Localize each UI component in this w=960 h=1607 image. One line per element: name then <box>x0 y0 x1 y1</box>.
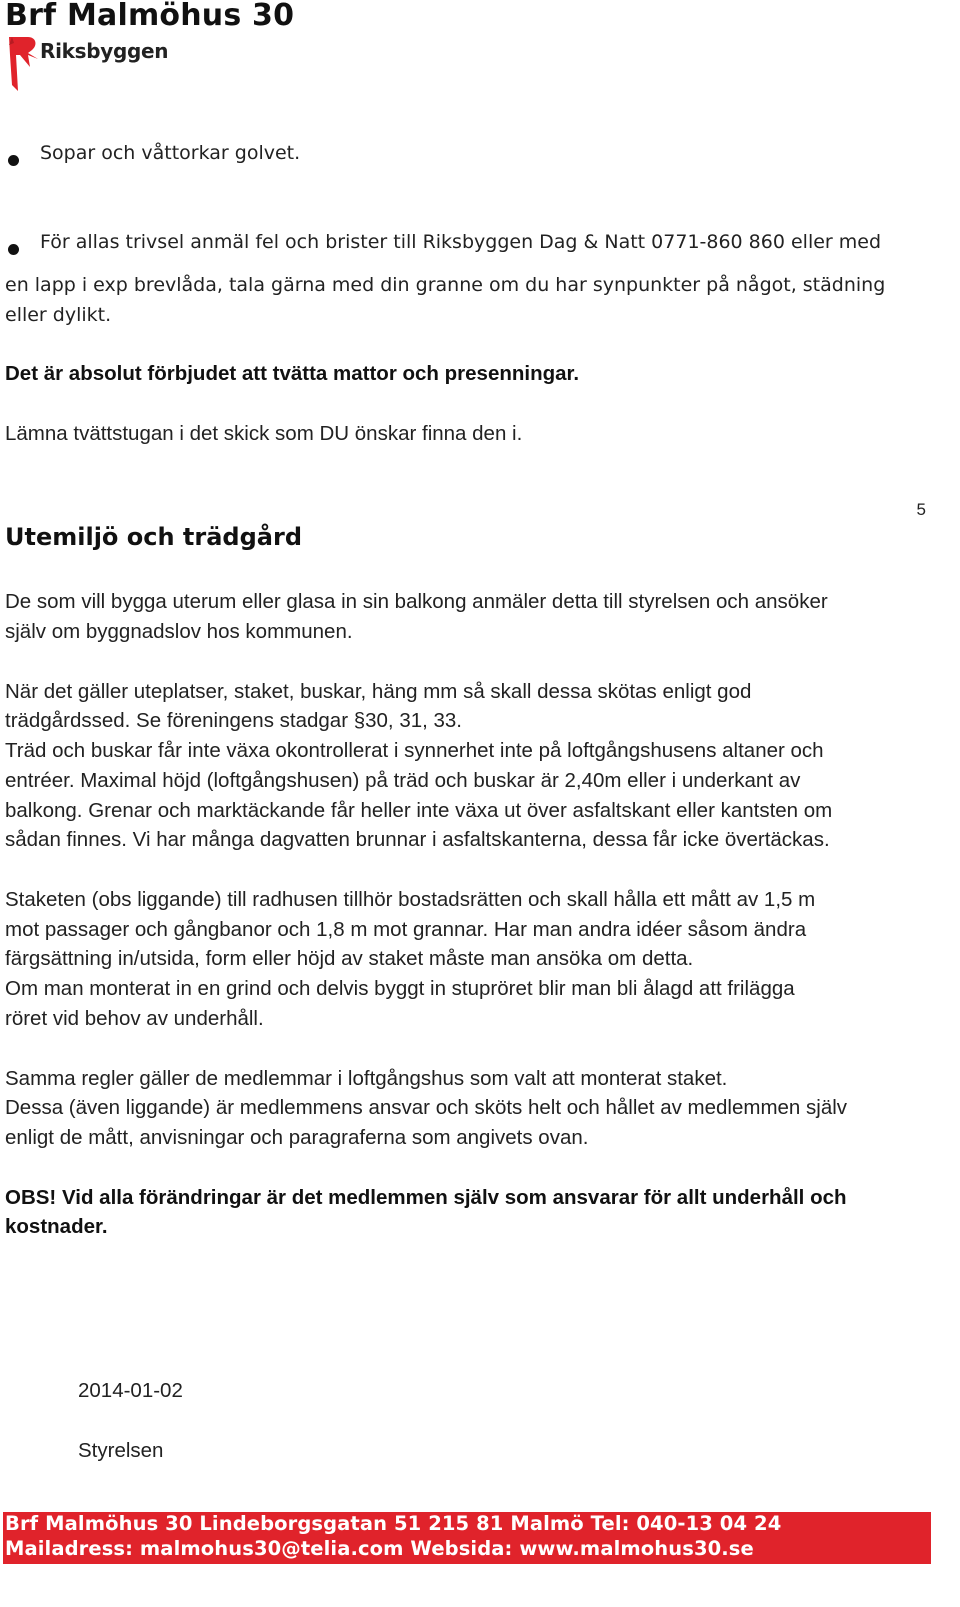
footer-web-line: Mailadress: malmohus30@telia.com Websida: www.malmohus30.se <box>5 1537 754 1560</box>
paragraph-line: trädgårdssed. Se föreningens stadgar §30, 31, 33. <box>5 709 463 732</box>
paragraph-line: Träd och buskar får inte växa okontrollerat i synnerhet inte på loftgångshusens altaner och <box>5 739 824 762</box>
bullet-icon <box>8 155 19 166</box>
paragraph-line: När det gäller uteplatser, staket, buskar, häng mm så skall dessa skötas enligt god <box>5 680 752 703</box>
signature-date: 2014-01-02 <box>78 1379 183 1402</box>
bullet-item: För allas trivsel anmäl fel och brister till Riksbyggen Dag & Natt 0771-860 860 eller med <box>40 231 882 253</box>
paragraph-line: sådan finnes. Vi har många dagvatten brunnar i asfaltskanterna, dessa får icke övertäckas. <box>5 828 830 851</box>
bullet-icon <box>8 244 19 255</box>
bullet-continuation: en lapp i exp brevlåda, tala gärna med din granne om du har synpunkter på något, städning <box>5 274 886 296</box>
bullet-item: Sopar och våttorkar golvet. <box>40 142 301 164</box>
signature-signed-by: Styrelsen <box>78 1439 164 1462</box>
warning-bold: Det är absolut förbjudet att tvätta mattor och presenningar. <box>5 362 580 385</box>
obs-notice: OBS! Vid alla förändringar är det medlemmen själv som ansvarar för allt underhåll och <box>5 1186 847 1209</box>
paragraph-line: balkong. Grenar och marktäckande får heller inte växa ut över asfaltskant eller kantsten om <box>5 799 833 822</box>
section-heading: Utemiljö och trädgård <box>5 523 302 551</box>
footer-contact-line: Brf Malmöhus 30 Lindeborgsgatan 51 215 81 Malmö Tel: 040-13 04 24 <box>5 1512 782 1535</box>
paragraph-line: enligt de mått, anvisningar och paragraferna som angivets ovan. <box>5 1126 589 1149</box>
page-header-title: Brf Malmöhus 30 <box>5 0 295 33</box>
riksbyggen-logo-mark <box>6 33 40 95</box>
page-number: 5 <box>916 500 926 519</box>
footer-bar <box>3 1512 931 1564</box>
paragraph-line: själv om byggnadslov hos kommunen. <box>5 620 353 643</box>
paragraph-line: entréer. Maximal höjd (loftgångshusen) på träd och buskar är 2,40m eller i underkant av <box>5 769 801 792</box>
paragraph-line: röret vid behov av underhåll. <box>5 1007 264 1030</box>
paragraph-line: mot passager och gångbanor och 1,8 m mot grannar. Har man andra idéer såsom ändra <box>5 918 807 941</box>
obs-notice: kostnader. <box>5 1215 108 1238</box>
logo-text: Riksbyggen <box>40 39 169 63</box>
leave-note: Lämna tvättstugan i det skick som DU önskar finna den i. <box>5 422 523 445</box>
riksbyggen-logo <box>6 33 186 95</box>
paragraph-line: De som vill bygga uterum eller glasa in sin balkong anmäler detta till styrelsen och ansöker <box>5 590 828 613</box>
paragraph-line: Dessa (även liggande) är medlemmens ansvar och sköts helt och hållet av medlemmen själv <box>5 1096 848 1119</box>
paragraph-line: Samma regler gäller de medlemmar i loftgångshus som valt att monterat staket. <box>5 1067 728 1090</box>
paragraph-line: Om man monterat in en grind och delvis byggt in stupröret blir man bli ålagd att frilägga <box>5 977 795 1000</box>
paragraph-line: färgsättning in/utsida, form eller höjd av staket måste man ansöka om detta. <box>5 947 694 970</box>
paragraph-line: Staketen (obs liggande) till radhusen tillhör bostadsrätten och skall hålla ett mått av 1,5 m <box>5 888 816 911</box>
bullet-continuation: eller dylikt. <box>5 304 112 326</box>
